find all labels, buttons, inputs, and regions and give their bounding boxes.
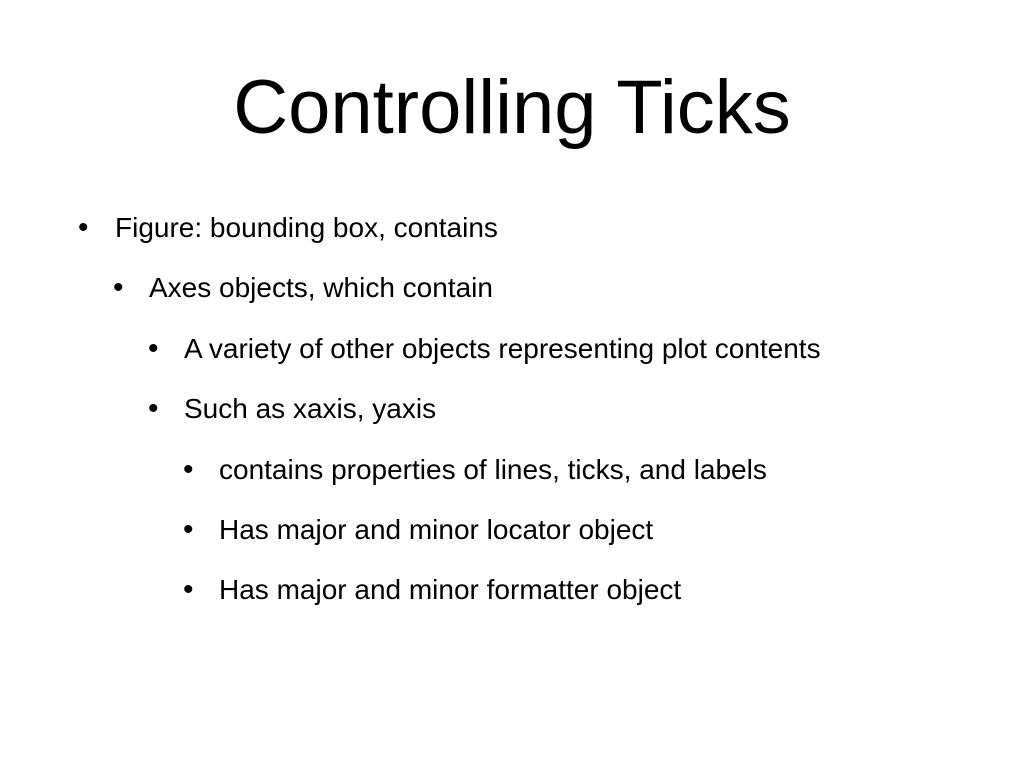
bullet-text: Has major and minor locator object [219,514,654,545]
bullet-text: Axes objects, which contain [149,272,493,303]
bullet-text: Figure: bounding box, contains [115,212,498,243]
bullet-text: Such as xaxis, yaxis [184,393,437,424]
bullet-text: A variety of other objects representing plot contents [184,333,821,364]
bullet-text: Has major and minor formatter object [219,574,682,605]
bullet-icon: • [183,573,194,606]
bullet-icon: • [78,211,89,244]
bullet-text: contains properties of lines, ticks, and labels [219,454,767,485]
slide-title: Controlling Ticks [233,65,791,150]
bullet-icon: • [183,453,194,486]
bullet-icon: • [148,332,159,365]
bullet-icon: • [183,513,194,546]
bullet-icon: • [148,392,159,425]
bullet-icon: • [113,271,124,304]
